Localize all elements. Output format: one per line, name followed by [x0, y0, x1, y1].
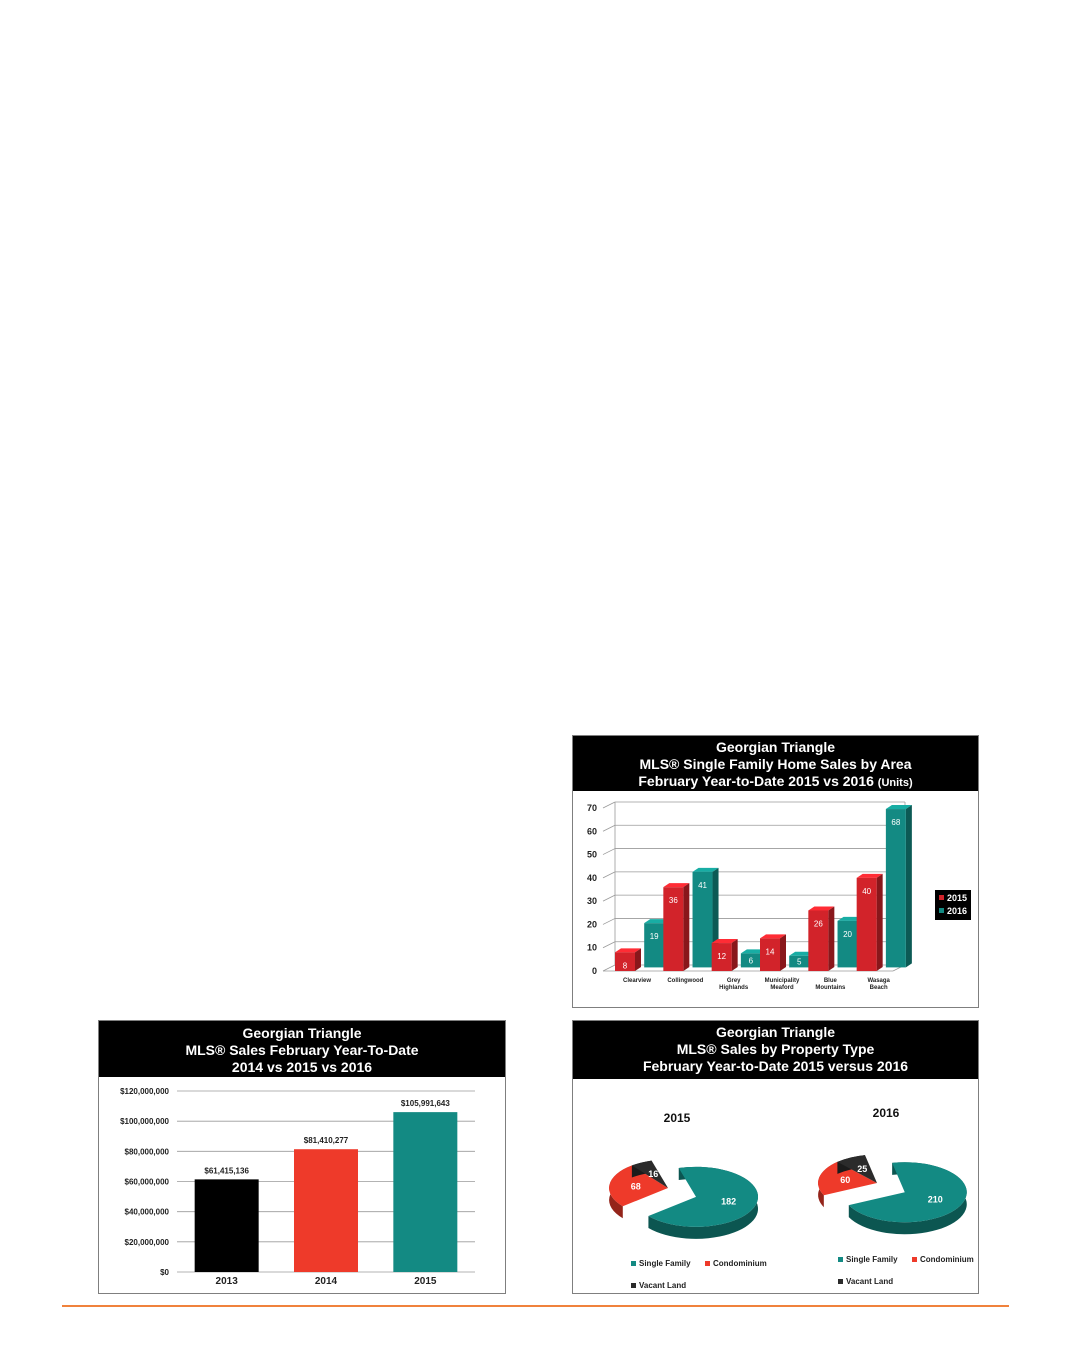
- pie-data-label: 16: [648, 1169, 659, 1180]
- y-tick-label: 70: [586, 803, 597, 813]
- bar-side: [780, 934, 786, 971]
- bar-data-label: 19: [649, 932, 659, 942]
- y-tick-label: $120,000,000: [120, 1087, 169, 1096]
- grid-line-diag: [603, 942, 615, 948]
- y-tick-label: $0: [160, 1268, 169, 1277]
- y-tick-label: 60: [586, 826, 597, 837]
- bar-data-label: $61,415,136: [204, 1166, 249, 1176]
- bar-2016-5: [886, 809, 906, 967]
- sales-chart-title-2: MLS® Sales February Year-To-Date: [185, 1042, 419, 1058]
- type-chart-title-2: MLS® Sales by Property Type: [676, 1041, 875, 1057]
- type-chart-header: [573, 1021, 978, 1079]
- bar-data-label: 68: [891, 818, 901, 828]
- x-tick-label: 2013: [215, 1276, 238, 1287]
- legend-swatch-2016: [939, 908, 944, 913]
- legend-swatch-single-family: [631, 1261, 636, 1266]
- y-tick-label: 0: [591, 966, 597, 976]
- sales-chart-panel: [98, 1020, 506, 1294]
- area-chart-plot: [573, 793, 978, 1008]
- grid-line-diag: [603, 872, 615, 878]
- bar-data-label: 12: [717, 952, 727, 962]
- area-chart-title-2: MLS® Single Family Home Sales by Area: [639, 756, 912, 772]
- bar-data-label: 8: [622, 961, 628, 971]
- legend-label: Single Family: [846, 1255, 898, 1264]
- bar-2015: [393, 1112, 457, 1272]
- legend-swatch-single-family: [838, 1257, 843, 1262]
- area-chart-title-3: February Year-to-Date 2015 vs 2016 (Units): [638, 773, 913, 789]
- bar-2016-4: [838, 921, 858, 968]
- bar-data-label: $105,991,643: [400, 1099, 450, 1109]
- bar-data-label: 26: [813, 919, 823, 929]
- bar-side: [906, 805, 912, 967]
- y-tick-label: $60,000,000: [124, 1177, 169, 1187]
- legend-swatch-condominium: [912, 1257, 917, 1262]
- grid-line-diag: [603, 895, 615, 901]
- bar-side: [732, 939, 738, 971]
- type-chart-plot: [573, 1080, 978, 1294]
- sales-chart-plot: [99, 1078, 505, 1294]
- sales-chart-title-1: Georgian Triangle: [242, 1025, 362, 1041]
- x-tick-label: Wasaga Beach: [867, 978, 890, 991]
- bar-2016-0: [644, 923, 664, 967]
- bar-data-label: 40: [862, 886, 872, 896]
- bar-side: [683, 883, 689, 971]
- bar-side: [828, 906, 834, 971]
- bar-side: [877, 874, 883, 971]
- y-tick-label: 50: [586, 849, 597, 860]
- x-tick-label: Municipality Meaford: [764, 978, 800, 991]
- area-chart-panel: [572, 735, 979, 1008]
- x-tick-label: Clearview: [622, 978, 652, 984]
- legend-swatch-vacant-land: [838, 1279, 843, 1284]
- grid-line-diag: [603, 849, 615, 855]
- y-tick-label: 30: [586, 896, 597, 907]
- area-chart-title-1: Georgian Triangle: [715, 739, 836, 755]
- pie-title-2015: 2015: [663, 1111, 691, 1125]
- legend-label: Vacant Land: [846, 1277, 894, 1286]
- type-chart-title-3: February Year-to-Date 2015 versus 2016: [642, 1058, 909, 1074]
- bar-data-label: $81,410,277: [303, 1136, 349, 1146]
- legend-swatch-condominium: [705, 1261, 710, 1266]
- legend-swatch-2015: [939, 895, 944, 900]
- legend-swatch-vacant-land: [631, 1283, 636, 1288]
- y-tick-label: 20: [586, 919, 597, 930]
- bar-data-label: 5: [796, 957, 802, 967]
- sales-chart-header: [99, 1021, 505, 1077]
- pie-data-label: 68: [630, 1181, 641, 1192]
- y-tick-label: 10: [586, 942, 597, 953]
- bar-data-label: 6: [748, 956, 754, 966]
- y-tick-label: 40: [586, 872, 597, 883]
- type-chart-title-1: Georgian Triangle: [715, 1024, 836, 1040]
- legend-label: 2016: [947, 906, 968, 916]
- pie-data-label: 25: [857, 1164, 868, 1175]
- bar-2013: [195, 1179, 259, 1272]
- pie-data-label: 210: [927, 1194, 943, 1205]
- y-tick-label: $100,000,000: [120, 1117, 169, 1127]
- x-tick-label: Blue Mountains: [815, 978, 846, 991]
- legend-label: Single Family: [639, 1259, 691, 1268]
- legend-label: Condominium: [713, 1259, 767, 1268]
- pie-data-label: 60: [840, 1174, 851, 1185]
- grid-line-diag: [603, 918, 615, 924]
- x-tick-label: Collingwood: [667, 978, 704, 984]
- x-tick-label: 2015: [414, 1276, 437, 1287]
- bar-data-label: 14: [765, 947, 775, 957]
- grid-line-diag: [603, 802, 615, 808]
- x-tick-label: 2014: [314, 1276, 338, 1287]
- sales-chart-title-3: 2014 vs 2015 vs 2016: [231, 1059, 373, 1075]
- bar-2014: [294, 1149, 358, 1272]
- area-chart-header: [573, 736, 978, 791]
- x-tick-label: Grey Highlands: [719, 978, 749, 991]
- grid-line-diag: [603, 965, 615, 971]
- pie-title-2016: 2016: [872, 1106, 900, 1120]
- bar-data-label: 20: [843, 929, 852, 939]
- type-chart-panel: [572, 1020, 979, 1294]
- legend-label: 2015: [947, 893, 968, 903]
- legend-label: Condominium: [920, 1255, 974, 1264]
- pie-data-label: 182: [721, 1196, 737, 1207]
- grid-line-diag: [603, 825, 615, 831]
- y-tick-label: $20,000,000: [124, 1237, 169, 1247]
- legend-label: Vacant Land: [639, 1281, 687, 1290]
- y-tick-label: $80,000,000: [124, 1147, 169, 1157]
- footer-rule: [62, 1305, 1009, 1307]
- y-tick-label: $40,000,000: [124, 1207, 169, 1217]
- bar-data-label: 41: [698, 880, 707, 890]
- bar-data-label: 36: [668, 896, 678, 906]
